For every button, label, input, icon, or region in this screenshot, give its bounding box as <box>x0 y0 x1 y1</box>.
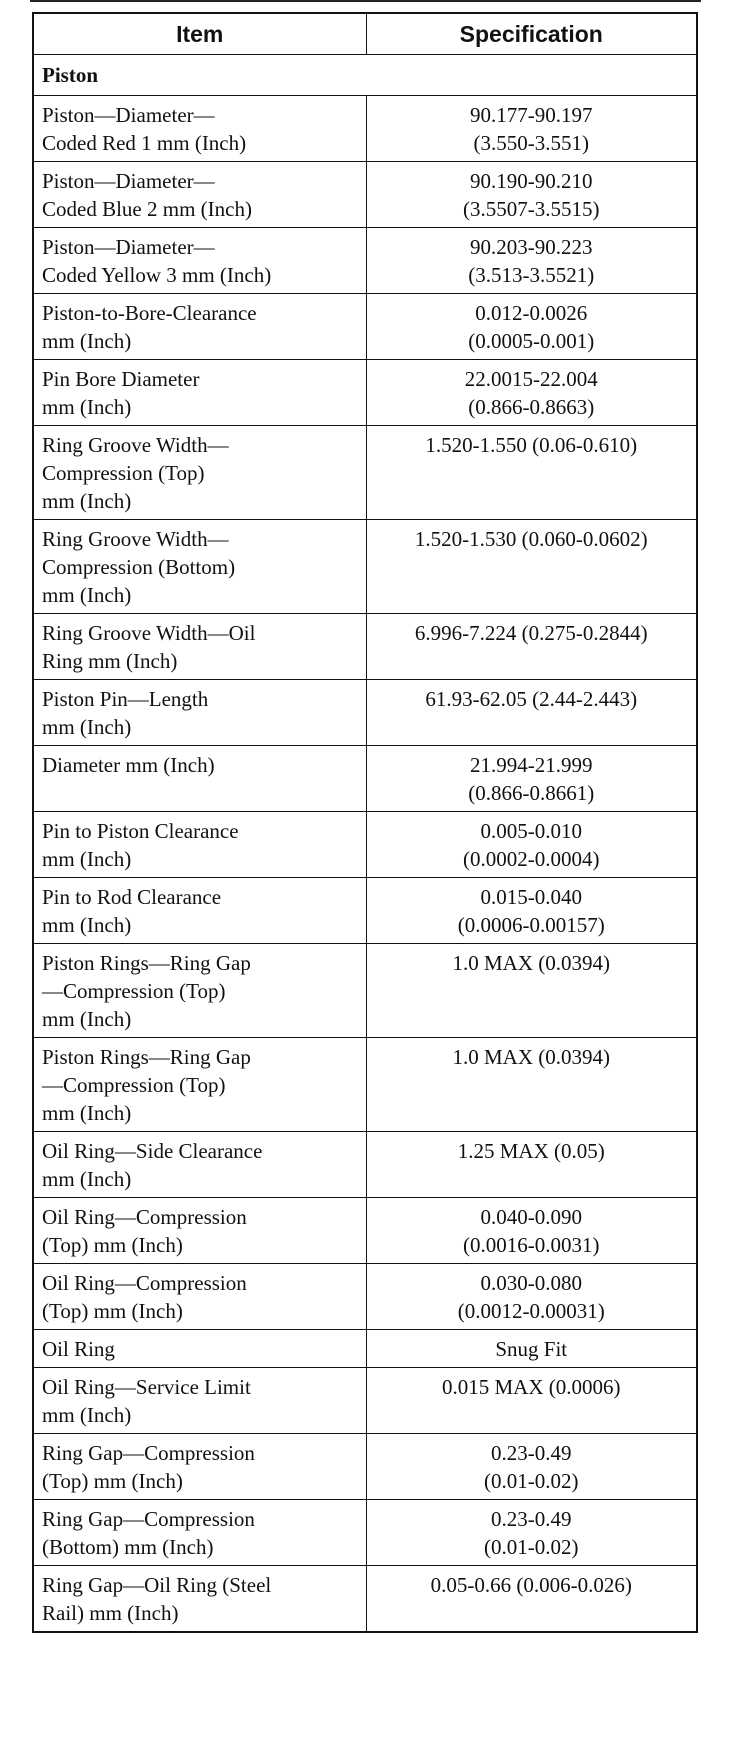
item-text-line: Pin Bore Diameter <box>42 367 200 391</box>
item-text-line: —Compression (Top) <box>42 1073 226 1097</box>
specification-cell <box>366 162 697 228</box>
item-text-line: mm (Inch) <box>42 583 132 607</box>
item-text-line: Ring Gap—Compression <box>42 1441 255 1465</box>
table-row <box>33 1038 697 1132</box>
item-cell <box>33 944 366 1038</box>
specification-cell <box>366 228 697 294</box>
item-cell <box>33 426 366 520</box>
item-text-line: Diameter mm (Inch) <box>42 753 215 777</box>
item-cell <box>33 746 366 812</box>
specification-text-line: (0.0006-0.00157) <box>457 913 605 937</box>
specification-text-line: Snug Fit <box>495 1337 568 1361</box>
specification-text-line: 0.05-0.66 (0.006-0.026) <box>430 1573 632 1597</box>
item-text-line: Piston—Diameter— <box>42 103 215 127</box>
item-cell <box>33 1566 366 1633</box>
table-row <box>33 1264 697 1330</box>
specification-text-line: 0.030-0.080 <box>480 1271 582 1295</box>
specification-text-line: 1.25 MAX (0.05) <box>457 1139 605 1163</box>
item-text-line: Oil Ring—Side Clearance <box>42 1139 263 1163</box>
specification-text-line: (0.0005-0.001) <box>468 329 595 353</box>
item-text-line: (Top) mm (Inch) <box>42 1469 183 1493</box>
specification-text-line: (0.01-0.02) <box>484 1535 579 1559</box>
item-text-line: mm (Inch) <box>42 1007 132 1031</box>
item-text-line: Piston Rings—Ring Gap <box>42 1045 251 1069</box>
specification-text-line: 1.0 MAX (0.0394) <box>452 951 610 975</box>
table-row <box>33 1132 697 1198</box>
specification-cell <box>366 1500 697 1566</box>
specification-text-line: 0.012-0.0026 <box>475 301 588 325</box>
piston-specification-table <box>32 12 698 1633</box>
specification-cell <box>366 96 697 162</box>
item-cell <box>33 1434 366 1500</box>
table-header-row <box>33 13 697 55</box>
specification-text-line: 61.93-62.05 (2.44-2.443) <box>425 687 638 711</box>
specification-text-line: 22.0015-22.004 <box>464 367 598 391</box>
section-title: Piston <box>33 55 697 96</box>
specification-cell <box>366 1566 697 1633</box>
item-text-line: Ring Groove Width— <box>42 527 229 551</box>
specification-cell <box>366 1038 697 1132</box>
item-cell <box>33 294 366 360</box>
specification-text-line: 0.015-0.040 <box>480 885 582 909</box>
item-text-line: Compression (Top) <box>42 461 205 485</box>
specification-text-line: 1.0 MAX (0.0394) <box>452 1045 610 1069</box>
table-row <box>33 520 697 614</box>
specification-text-line: 6.996-7.224 (0.275-0.2844) <box>414 621 648 645</box>
table-row <box>33 944 697 1038</box>
specification-text-line: (0.0002-0.0004) <box>463 847 600 871</box>
specification-cell <box>366 1330 697 1368</box>
table-row <box>33 1198 697 1264</box>
specification-text-line: (0.01-0.02) <box>484 1469 579 1493</box>
page-top-rule <box>30 0 701 2</box>
item-text-line: Piston—Diameter— <box>42 235 215 259</box>
table-row <box>33 294 697 360</box>
table-row <box>33 812 697 878</box>
item-text-line: mm (Inch) <box>42 847 132 871</box>
specification-text-line: 0.005-0.010 <box>480 819 582 843</box>
specification-cell <box>366 1132 697 1198</box>
item-text-line: Ring Groove Width—Oil <box>42 621 256 645</box>
item-text-line: Ring Gap—Compression <box>42 1507 255 1531</box>
table-row <box>33 96 697 162</box>
table-row <box>33 426 697 520</box>
specification-text-line: (0.0016-0.0031) <box>463 1233 600 1257</box>
item-column-header: Item <box>33 13 366 55</box>
item-text-line: Coded Red 1 mm (Inch) <box>42 131 247 155</box>
item-text-line: (Bottom) mm (Inch) <box>42 1535 214 1559</box>
item-text-line: Piston—Diameter— <box>42 169 215 193</box>
item-text-line: Coded Blue 2 mm (Inch) <box>42 197 252 221</box>
item-text-line: Oil Ring—Compression <box>42 1205 247 1229</box>
specification-text-line: 0.23-0.49 <box>491 1507 572 1531</box>
item-text-line: Rail) mm (Inch) <box>42 1601 179 1625</box>
item-text-line: (Top) mm (Inch) <box>42 1299 183 1323</box>
item-text-line: —Compression (Top) <box>42 979 226 1003</box>
table-row <box>33 1500 697 1566</box>
specification-cell <box>366 680 697 746</box>
specification-text-line: (0.0012-0.00031) <box>457 1299 605 1323</box>
item-text-line: Oil Ring—Service Limit <box>42 1375 251 1399</box>
specification-cell <box>366 520 697 614</box>
item-cell <box>33 614 366 680</box>
specification-text-line: 1.520-1.530 (0.060-0.0602) <box>414 527 648 551</box>
specification-cell <box>366 1264 697 1330</box>
item-cell <box>33 1264 366 1330</box>
item-text-line: Pin to Rod Clearance <box>42 885 222 909</box>
table-row <box>33 680 697 746</box>
specification-cell <box>366 1198 697 1264</box>
item-text-line: mm (Inch) <box>42 715 132 739</box>
item-text-line: mm (Inch) <box>42 1167 132 1191</box>
specification-text-line: 90.190-90.210 <box>470 169 593 193</box>
item-cell <box>33 1500 366 1566</box>
item-text-line: Pin to Piston Clearance <box>42 819 239 843</box>
item-text-line: mm (Inch) <box>42 395 132 419</box>
item-text-line: mm (Inch) <box>42 1403 132 1427</box>
item-cell <box>33 162 366 228</box>
specification-text-line: (0.866-0.8663) <box>468 395 595 419</box>
specification-cell <box>366 614 697 680</box>
specification-cell <box>366 746 697 812</box>
table-row <box>33 228 697 294</box>
item-text-line: Oil Ring <box>42 1337 115 1361</box>
table-row <box>33 1368 697 1434</box>
item-cell <box>33 1368 366 1434</box>
table-row <box>33 614 697 680</box>
specification-text-line: 90.203-90.223 <box>470 235 593 259</box>
item-cell <box>33 878 366 944</box>
item-cell <box>33 1198 366 1264</box>
table-row <box>33 162 697 228</box>
specification-cell <box>366 878 697 944</box>
item-text-line: Coded Yellow 3 mm (Inch) <box>42 263 272 287</box>
specification-cell <box>366 1368 697 1434</box>
specification-cell <box>366 294 697 360</box>
item-cell <box>33 812 366 878</box>
item-cell <box>33 1330 366 1368</box>
item-cell <box>33 228 366 294</box>
table-row <box>33 1434 697 1500</box>
item-text-line: Piston Rings—Ring Gap <box>42 951 251 975</box>
item-cell <box>33 360 366 426</box>
item-text-line: Compression (Bottom) <box>42 555 236 579</box>
specification-cell <box>366 944 697 1038</box>
specification-text-line: (3.550-3.551) <box>473 131 589 155</box>
item-text-line: mm (Inch) <box>42 489 132 513</box>
specification-text-line: (3.5507-3.5515) <box>463 197 600 221</box>
specification-text-line: 1.520-1.550 (0.06-0.610) <box>425 433 638 457</box>
specification-text-line: 0.015 MAX (0.0006) <box>442 1375 621 1399</box>
item-cell <box>33 96 366 162</box>
specification-column-header: Specification <box>366 13 697 55</box>
item-text-line: Ring Gap—Oil Ring (Steel <box>42 1573 272 1597</box>
specification-cell <box>366 360 697 426</box>
section-row <box>33 55 697 96</box>
specification-text-line: 21.994-21.999 <box>470 753 593 777</box>
item-text-line: Oil Ring—Compression <box>42 1271 247 1295</box>
specification-text-line: 90.177-90.197 <box>470 103 593 127</box>
specification-cell <box>366 1434 697 1500</box>
item-text-line: Piston Pin—Length <box>42 687 209 711</box>
item-cell <box>33 1038 366 1132</box>
specification-text-line: 0.040-0.090 <box>480 1205 582 1229</box>
item-text-line: mm (Inch) <box>42 329 132 353</box>
item-text-line: Ring Groove Width— <box>42 433 229 457</box>
specification-text-line: (3.513-3.5521) <box>468 263 595 287</box>
table-row <box>33 360 697 426</box>
specification-text-line: 0.23-0.49 <box>491 1441 572 1465</box>
table-row <box>33 746 697 812</box>
specification-text-line: (0.866-0.8661) <box>468 781 595 805</box>
item-text-line: mm (Inch) <box>42 1101 132 1125</box>
item-cell <box>33 1132 366 1198</box>
item-text-line: mm (Inch) <box>42 913 132 937</box>
specification-cell <box>366 426 697 520</box>
table-row <box>33 1566 697 1633</box>
item-cell <box>33 680 366 746</box>
table-row <box>33 1330 697 1368</box>
item-text-line: Ring mm (Inch) <box>42 649 178 673</box>
table-row <box>33 878 697 944</box>
item-text-line: Piston-to-Bore-Clearance <box>42 301 257 325</box>
specification-cell <box>366 812 697 878</box>
item-text-line: (Top) mm (Inch) <box>42 1233 183 1257</box>
item-cell <box>33 520 366 614</box>
